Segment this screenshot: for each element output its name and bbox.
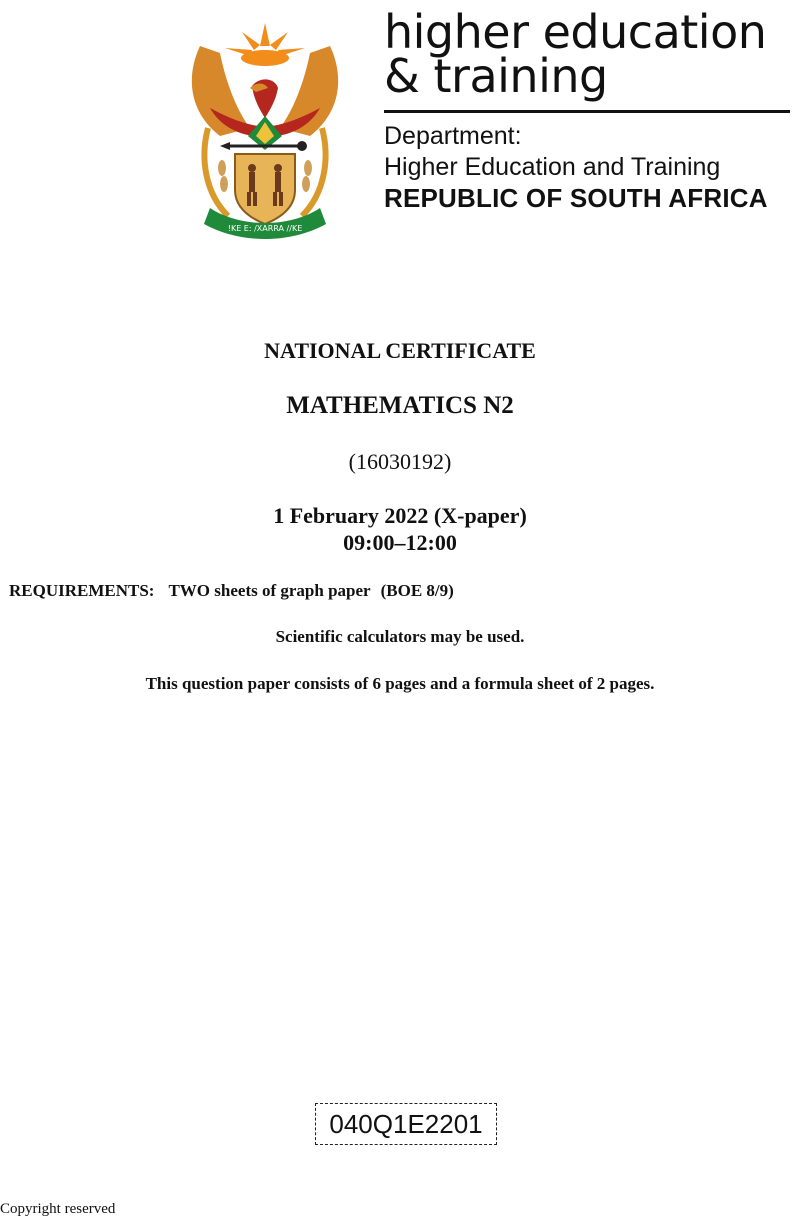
- country-name: REPUBLIC OF SOUTH AFRICA: [384, 183, 768, 213]
- requirements-line: [9, 581, 454, 601]
- requirements-label: REQUIREMENTS:: [9, 581, 155, 600]
- requirements-ref: (BOE 8/9): [380, 581, 454, 600]
- coat-of-arms-icon: [180, 18, 350, 240]
- logo-title-line1: higher education: [384, 5, 767, 59]
- subject-title: MATHEMATICS N2: [286, 392, 514, 419]
- exam-time: 09:00–12:00: [343, 530, 457, 555]
- exam-date-time: [0, 502, 800, 556]
- logo-divider: [384, 110, 790, 113]
- certificate-title: NATIONAL CERTIFICATE: [264, 338, 536, 363]
- logo-title-line2: & training: [384, 49, 608, 103]
- department-name: Higher Education and Training: [384, 153, 721, 181]
- svg-text:!KE E: /XARRA //KE: !KE E: /XARRA //KE: [227, 224, 303, 233]
- copyright-notice: Copyright reserved: [0, 1201, 116, 1217]
- calculator-note: Scientific calculators may be used.: [275, 627, 525, 646]
- brand-block: [384, 5, 794, 213]
- paper-code-box: 040Q1E2201: [315, 1103, 497, 1145]
- requirements-value: TWO sheets of graph paper: [168, 581, 371, 600]
- exam-date: 1 February 2022 (X-paper): [273, 503, 527, 528]
- pages-note: This question paper consists of 6 pages and a formula sheet of 2 pages.: [145, 674, 655, 693]
- department-label: Department:: [384, 122, 522, 150]
- subject-code: (16030192): [348, 449, 452, 474]
